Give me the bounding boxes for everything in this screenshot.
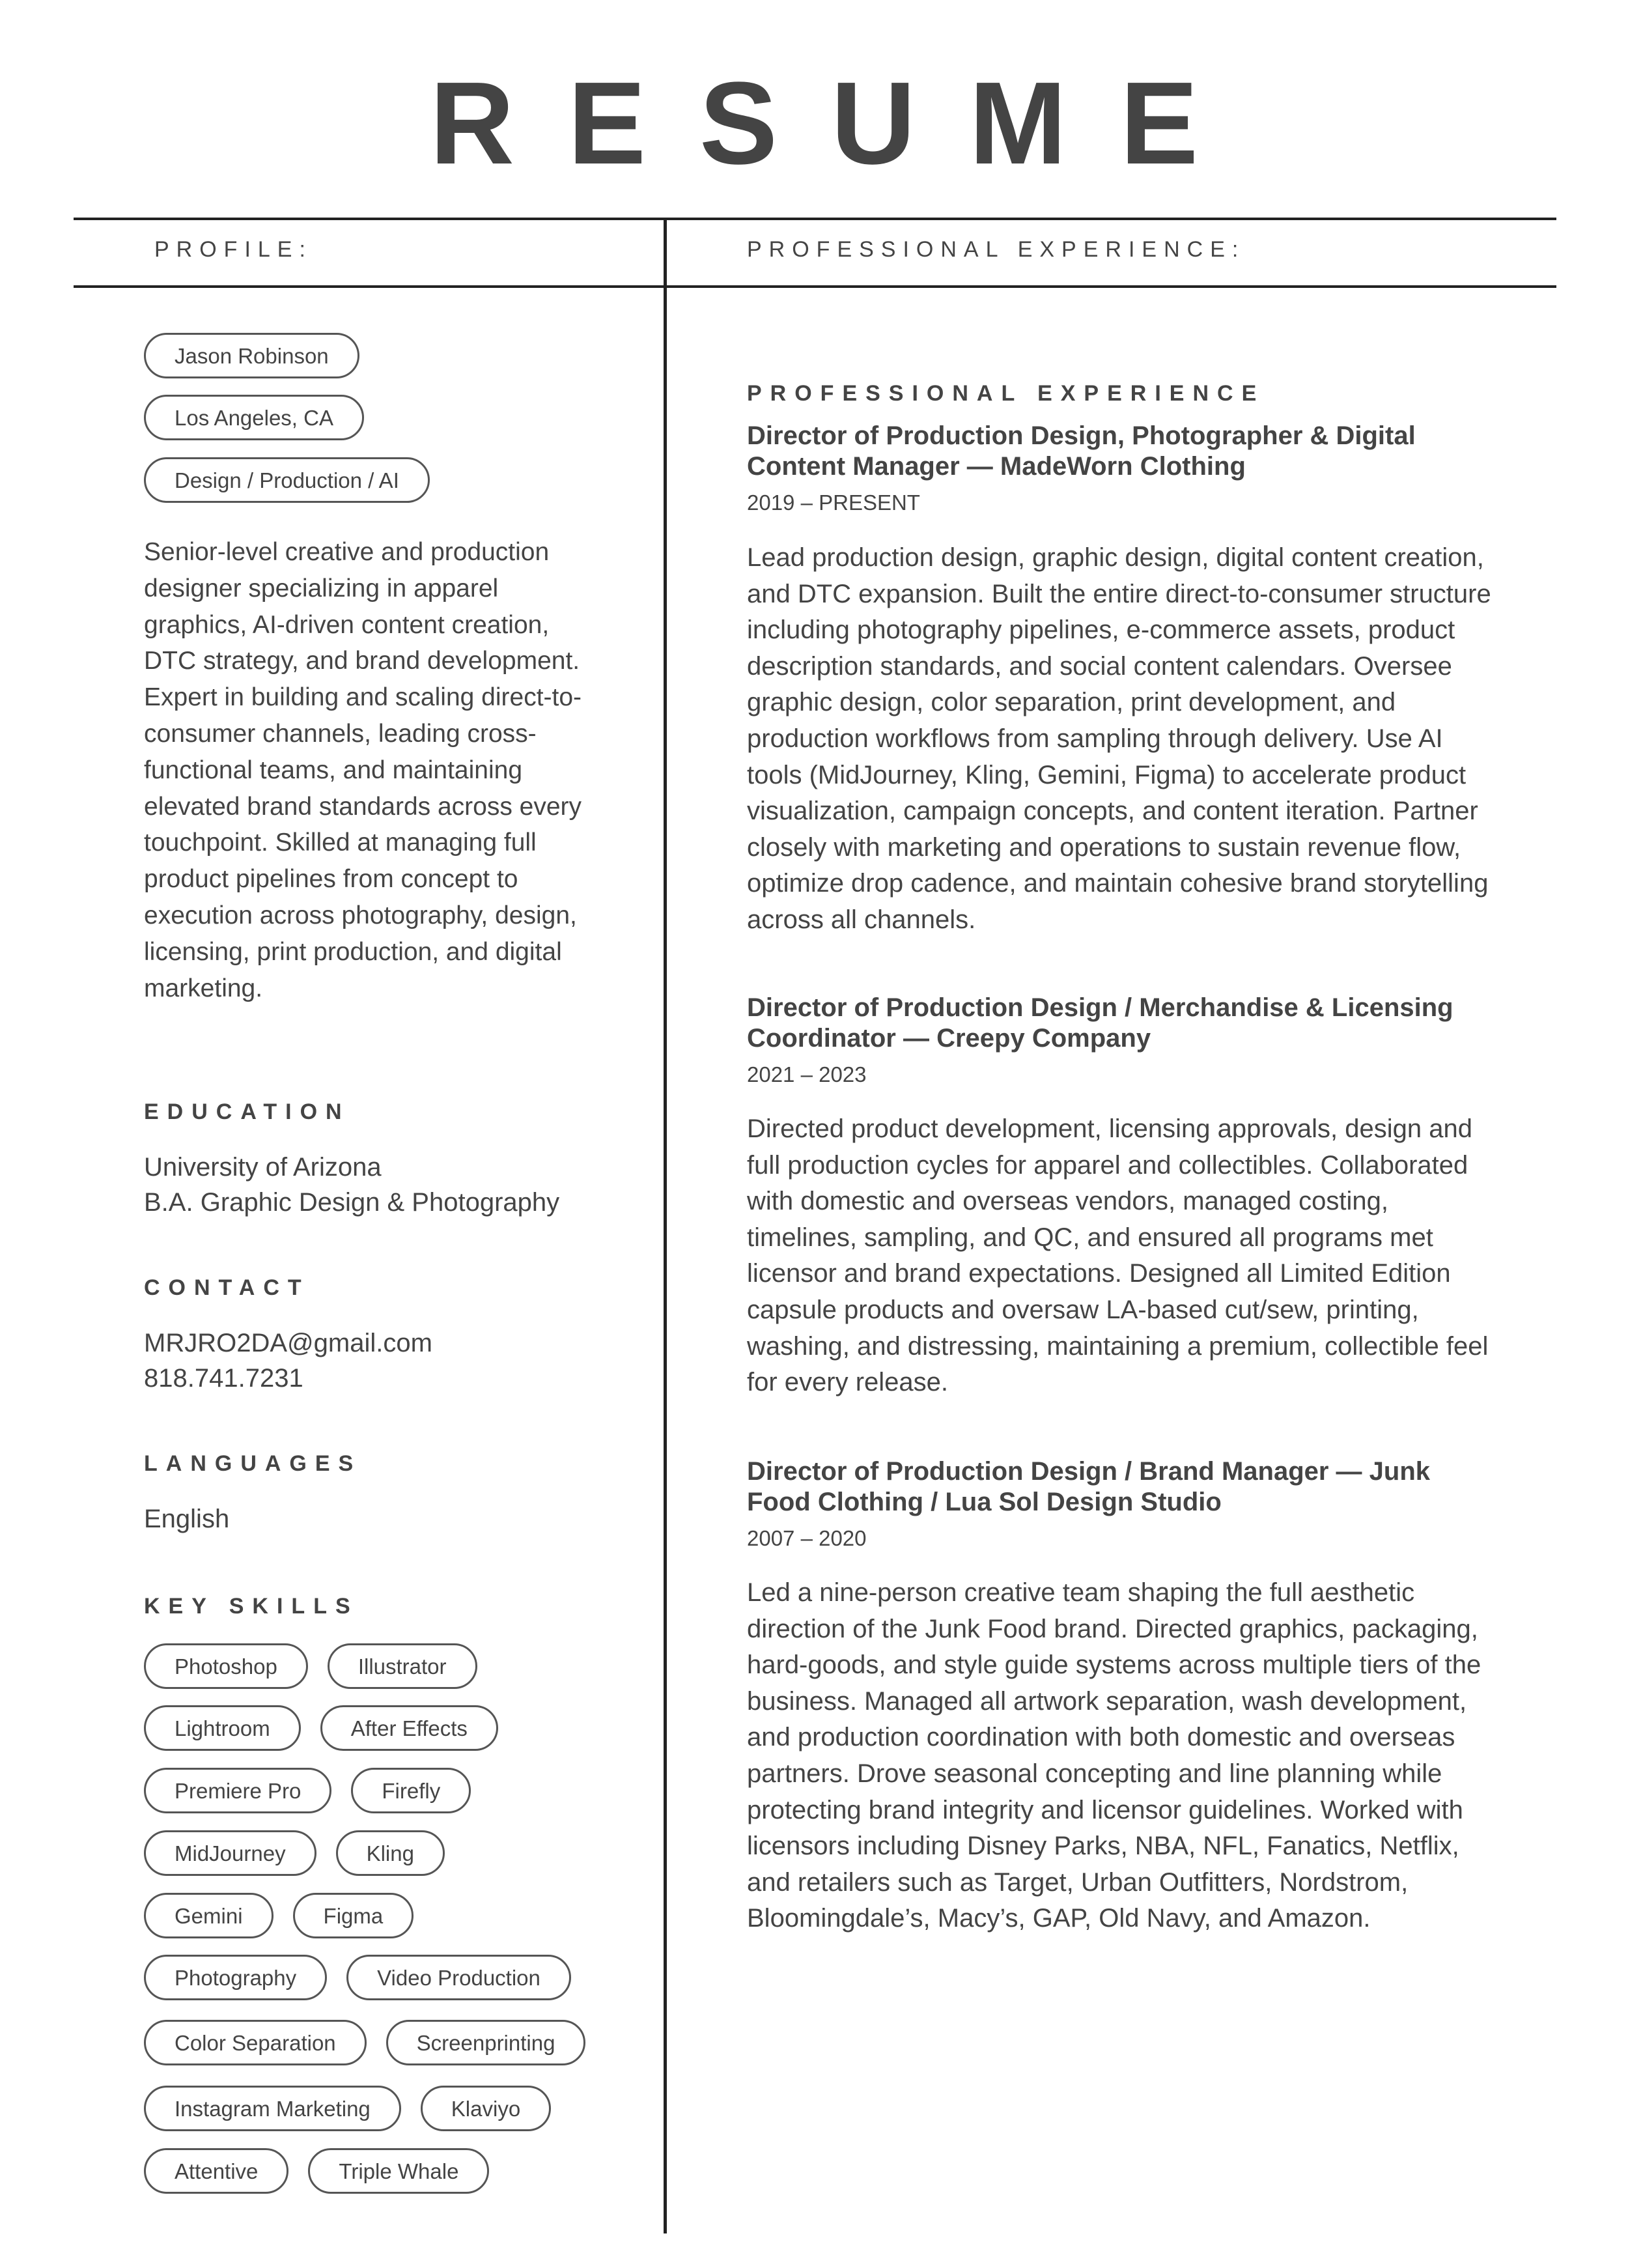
job-dates: 2021 – 2023 bbox=[747, 1062, 867, 1086]
languages-list bbox=[144, 1501, 639, 1537]
skill-pill: Figma bbox=[293, 1893, 414, 1938]
resume-title: RESUME bbox=[429, 58, 1252, 189]
contact-block bbox=[144, 1325, 639, 1396]
skill-pill: Instagram Marketing bbox=[144, 2086, 401, 2131]
education-heading: EDUCATION bbox=[144, 1099, 350, 1124]
skills-row bbox=[144, 1705, 498, 1751]
job-dates: 2019 – PRESENT bbox=[747, 490, 920, 515]
skill-pill: Illustrator bbox=[328, 1643, 477, 1689]
job-title: Director of Production Design / Merchandise & Licensing Coordinator — Creepy Company bbox=[747, 993, 1453, 1053]
job-dates: 2007 – 2020 bbox=[747, 1526, 867, 1550]
skill-pill: Premiere Pro bbox=[144, 1768, 331, 1813]
skill-pill: Lightroom bbox=[144, 1705, 301, 1751]
skills-row bbox=[144, 1830, 445, 1876]
skill-pill: Screenprinting bbox=[386, 2020, 586, 2065]
education-school: University of Arizona bbox=[144, 1153, 382, 1182]
skill-pill: Kling bbox=[336, 1830, 445, 1876]
profile-summary: Senior-level creative and production designer specializing in apparel graphics, AI-driven content creation, DTC strategy, and brand development. Expert in building and scaling direct-to-consumer channels, leading cross-functional teams, and maintaining elevated brand standards across every touchpoint. Skilled at managing full product pipelines from concept to execution across photography, design, licensing, print production, and digital marketing. bbox=[144, 538, 582, 1002]
contact-phone: 818.741.7231 bbox=[144, 1364, 303, 1393]
skills-row bbox=[144, 1643, 477, 1689]
skills-row bbox=[144, 1893, 414, 1938]
skills-row bbox=[144, 2148, 489, 2194]
job-description: Lead production design, graphic design, digital content creation, and DTC expansion. Built the entire direct-to-consumer structure including photography pipelines, e-commerce assets, product description standards, and social content calendars. Oversee graphic design, color separation, print development, and production workflows from sampling through delivery. Use AI tools (MidJourney, Kling, Gemini, Figma) to accelerate product visualization, campaign concepts, and content iteration. Partner closely with marketing and operations to sustain revenue flow, optimize drop cadence, and maintain cohesive brand storytelling across all channels. bbox=[747, 543, 1491, 934]
skills-row bbox=[144, 1768, 471, 1813]
profile-column-header: PROFILE: bbox=[154, 237, 313, 262]
skill-pill: Firefly bbox=[351, 1768, 471, 1813]
skill-pill: Triple Whale bbox=[308, 2148, 489, 2194]
job-title: Director of Production Design / Brand Manager — Junk Food Clothing / Lua Sol Design Studio bbox=[747, 1457, 1431, 1516]
experience-column-header: PROFESSIONAL EXPERIENCE: bbox=[747, 237, 1246, 262]
contact-email: MRJRO2DA@gmail.com bbox=[144, 1329, 432, 1357]
experience-heading: PROFESSIONAL EXPERIENCE bbox=[747, 381, 1265, 406]
name-pill-row bbox=[144, 333, 359, 378]
languages-heading: LANGUAGES bbox=[144, 1451, 362, 1476]
contact-heading: CONTACT bbox=[144, 1275, 310, 1300]
role-pill-row bbox=[144, 457, 430, 503]
skill-pill: Color Separation bbox=[144, 2020, 367, 2065]
location-pill: Los Angeles, CA bbox=[144, 395, 364, 440]
skills-row bbox=[144, 2020, 585, 2065]
skill-pill: Gemini bbox=[144, 1893, 274, 1938]
skill-pill: MidJourney bbox=[144, 1830, 316, 1876]
skill-pill: Photography bbox=[144, 1955, 327, 2000]
skill-pill: Video Production bbox=[346, 1955, 571, 2000]
key-skills-heading: KEY SKILLS bbox=[144, 1594, 359, 1619]
role-pill: Design / Production / AI bbox=[144, 457, 430, 503]
column-divider bbox=[664, 218, 667, 2233]
skill-pill: Klaviyo bbox=[421, 2086, 551, 2131]
location-pill-row bbox=[144, 395, 364, 440]
skill-pill: After Effects bbox=[320, 1705, 498, 1751]
job-description: Led a nine-person creative team shaping the full aesthetic direction of the Junk Food brand. Directed graphics, packaging, hard-goods, and style guide systems across multiple tiers of the business. Managed all artwork separation, wash development, and production coordination with both domestic and overseas partners. Drove seasonal concepting and line planning while protecting brand integrity and licensor guidelines. Worked with licensors including Disney Parks, NBA, NFL, Fanatics, Netflix, and retailers such as Target, Urban Outfitters, Nordstrom, Bloomingdale’s, Macy’s, GAP, Old Navy, and Amazon. bbox=[747, 1578, 1481, 1933]
skill-pill: Attentive bbox=[144, 2148, 288, 2194]
header-top-divider bbox=[74, 218, 1556, 220]
education-block bbox=[144, 1150, 639, 1220]
skill-pill: Photoshop bbox=[144, 1643, 308, 1689]
job-title: Director of Production Design, Photographer & Digital Content Manager — MadeWorn Clothing bbox=[747, 421, 1416, 481]
name-pill: Jason Robinson bbox=[144, 333, 359, 378]
skills-row bbox=[144, 2086, 551, 2131]
education-degree: B.A. Graphic Design & Photography bbox=[144, 1188, 560, 1217]
job-description: Directed product development, licensing approvals, design and full production cycles for apparel and collectibles. Collaborated with domestic and overseas vendors, managed costing, timelines, sampling, and QC, and ensured all programs met licensor and brand expectations. Designed all Limited Edition capsule products and oversaw LA-based cut/sew, printing, washing, and distressing, maintaining a premium, collectible feel for every release. bbox=[747, 1114, 1489, 1397]
skills-row bbox=[144, 1955, 571, 2000]
header-bottom-divider bbox=[74, 285, 1556, 288]
language-item: English bbox=[144, 1505, 230, 1533]
